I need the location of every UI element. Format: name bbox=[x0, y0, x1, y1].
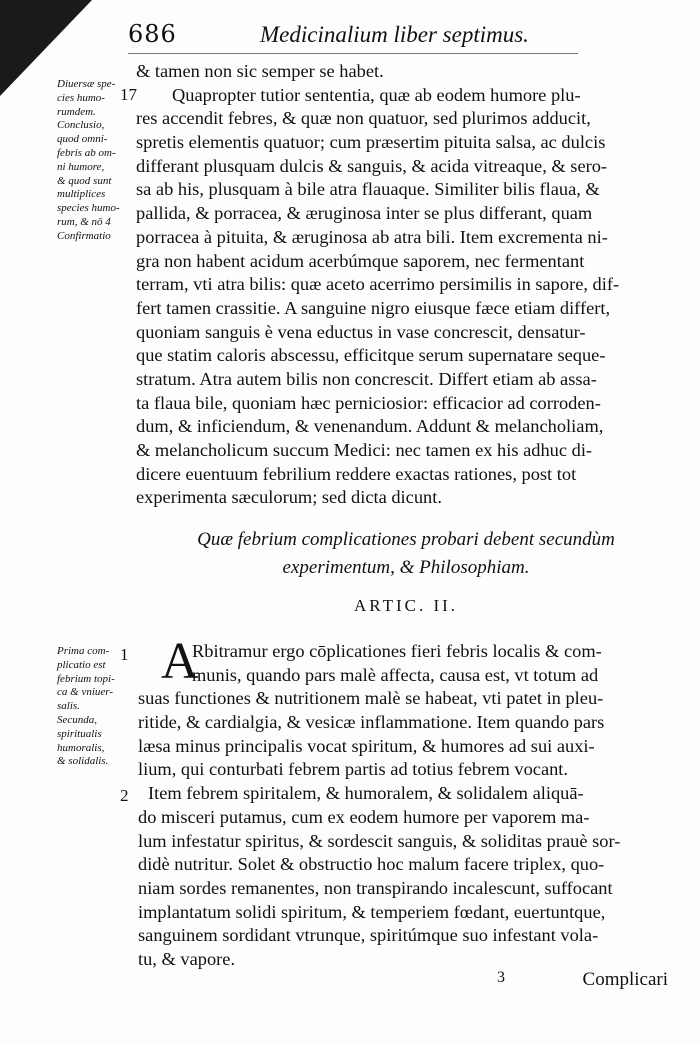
text-line: & melancholicum succum Medici: nec tamen ex his adhuc di- bbox=[136, 440, 593, 460]
section-subtitle: experimentum, & Philosophiam. bbox=[282, 557, 530, 578]
drop-capital: A bbox=[161, 633, 199, 690]
text-line: porracea à pituita, & æruginosa ab atra bili. Item excrementa ni- bbox=[136, 226, 608, 247]
margin-line: quod omni- bbox=[57, 133, 108, 146]
text-line: lum infestatur spiritus, & sordescit sanguis, & soliditas prauè sor- bbox=[138, 830, 621, 851]
margin-line: & quod sunt bbox=[57, 174, 112, 187]
text-line: niam sordes remanentes, non transpirando incalescunt, suffocant bbox=[138, 877, 613, 898]
text-line: tu, & vapore. bbox=[138, 948, 236, 969]
margin-line: species humo- bbox=[57, 202, 120, 215]
margin-line: rum, & nō 4 bbox=[57, 215, 111, 228]
text-line: que statim caloris abscessu, efficitque serum supernatare seque- bbox=[136, 345, 606, 366]
text-line: læsa minus principalis vocat spiritum, & humores ad sui auxi- bbox=[138, 735, 595, 756]
body-text-article bbox=[138, 640, 678, 972]
text-line: res accendit febres, & quæ non quatuor, sed plurimos adducit, bbox=[136, 108, 591, 129]
margin-line: rumdem. bbox=[57, 105, 96, 118]
text-line: stratum. Atra autem bilis non concrescit. Differt etiam ab assa- bbox=[136, 368, 597, 389]
margin-line: humoralis, bbox=[57, 741, 105, 754]
text-line: implantatum solidi spiritum, & temperiem fœdant, euertuntque, bbox=[138, 901, 606, 922]
margin-line: salis. bbox=[57, 700, 80, 713]
text-line: spretis elementis quatuor; cum præsertim pituita salsa, ac dulcis bbox=[136, 132, 606, 153]
text-line: terram, vti atra bilis: quæ aceto acerrimo persimilis in sapore, dif- bbox=[136, 274, 620, 295]
text-line: Quapropter tutior sententia, quæ ab eodem humore plu- bbox=[172, 84, 581, 105]
text-line: quoniam sanguis è vena eductus in vase concrescit, densatur- bbox=[136, 321, 586, 342]
page-number: 686 bbox=[128, 20, 177, 48]
margin-line: Secunda, bbox=[57, 713, 98, 726]
text-line: ritide, & cardialgia, & vesicæ inflammatione. Item quando pars bbox=[138, 712, 605, 733]
text-line: differant plusquam dulcis & sanguis, & acida vitreaque, & sero- bbox=[136, 155, 608, 176]
text-line: fert tamen crassitie. A sanguine nigro eiusque fæce etiam differt, bbox=[136, 297, 611, 318]
margin-line: cies humo- bbox=[57, 91, 105, 104]
text-line: ta flaua bile, quoniam hæc perniciosior: efficacior ad corroden- bbox=[136, 392, 601, 413]
margin-line: ni humore, bbox=[57, 160, 105, 173]
text-line: Item febrem spiritalem, & humoralem, & solidalem aliquā- bbox=[148, 783, 584, 804]
text-line: dum, & inficiendum, & venenandum. Addunt & melancholiam, bbox=[136, 416, 604, 437]
margin-line: ca & vniuer- bbox=[57, 686, 113, 699]
section-subtitle: Quæ febrium complicationes probari debent secundùm bbox=[197, 529, 615, 550]
margin-line: Conclusio, bbox=[57, 119, 105, 132]
header-rule bbox=[128, 53, 578, 54]
page-header bbox=[128, 20, 588, 54]
text-line: sa ab his, plusquam à bile atra flauaque. Similiter bilis flaua, & bbox=[136, 179, 600, 200]
text-line: sanguinem sordidant vtrunque, spiritúmque suo infestant vola- bbox=[138, 925, 599, 946]
text-line: lium, qui conturbati febrem partis ad totius febrem vocant. bbox=[138, 759, 569, 780]
margin-line: febrium topi- bbox=[57, 672, 115, 685]
text-line: do misceri putamus, cum ex eodem humore per vaporem ma- bbox=[138, 806, 590, 827]
margin-line: spiritualis bbox=[57, 727, 102, 740]
margin-line: plicatio est bbox=[57, 658, 106, 671]
margin-line: febris ab om- bbox=[57, 146, 116, 159]
article-heading: ARTIC. II. bbox=[353, 596, 459, 615]
text-line: didè nutritur. Solet & obstructio hoc malum facere triplex, quo- bbox=[138, 854, 605, 875]
running-title: Medicinalium liber septimus. bbox=[260, 22, 529, 47]
body-text-top bbox=[136, 60, 676, 510]
section-number-1: 1 bbox=[120, 645, 129, 664]
text-line: suas functiones & nutritionem malè se habeat, vti patet in pleu- bbox=[138, 688, 604, 709]
section-number-17: 17 bbox=[120, 85, 137, 104]
text-line: Rbitramur ergo cōplicationes fieri febris localis & com- bbox=[192, 641, 602, 661]
margin-line: Diuersæ spe- bbox=[57, 78, 116, 90]
text-line: experimenta sæculorum; sed dicta dicunt. bbox=[136, 487, 442, 508]
text-line: munis, quando pars malè affecta, causa est, vt totum ad bbox=[192, 664, 599, 685]
catchword: Complicari bbox=[582, 969, 668, 990]
margin-line: Confirmatio bbox=[57, 229, 111, 242]
text-line: gra non habent acidum acerbúmque saporem, nec fermentant bbox=[136, 250, 585, 271]
text-line: dicere euentuum febrilium reddere exactas rationes, post tot bbox=[136, 463, 577, 484]
margin-line: Prima com- bbox=[57, 645, 110, 657]
margin-line: & solidalis. bbox=[57, 755, 109, 768]
section-number-2: 2 bbox=[120, 786, 129, 805]
margin-line: multiplices bbox=[57, 188, 106, 201]
text-line: & tamen non sic semper se habet. bbox=[136, 61, 384, 81]
signature-mark: 3 bbox=[497, 969, 505, 986]
text-line: pallida, & porracea, & æruginosa inter se plus differant, quam bbox=[136, 203, 593, 224]
